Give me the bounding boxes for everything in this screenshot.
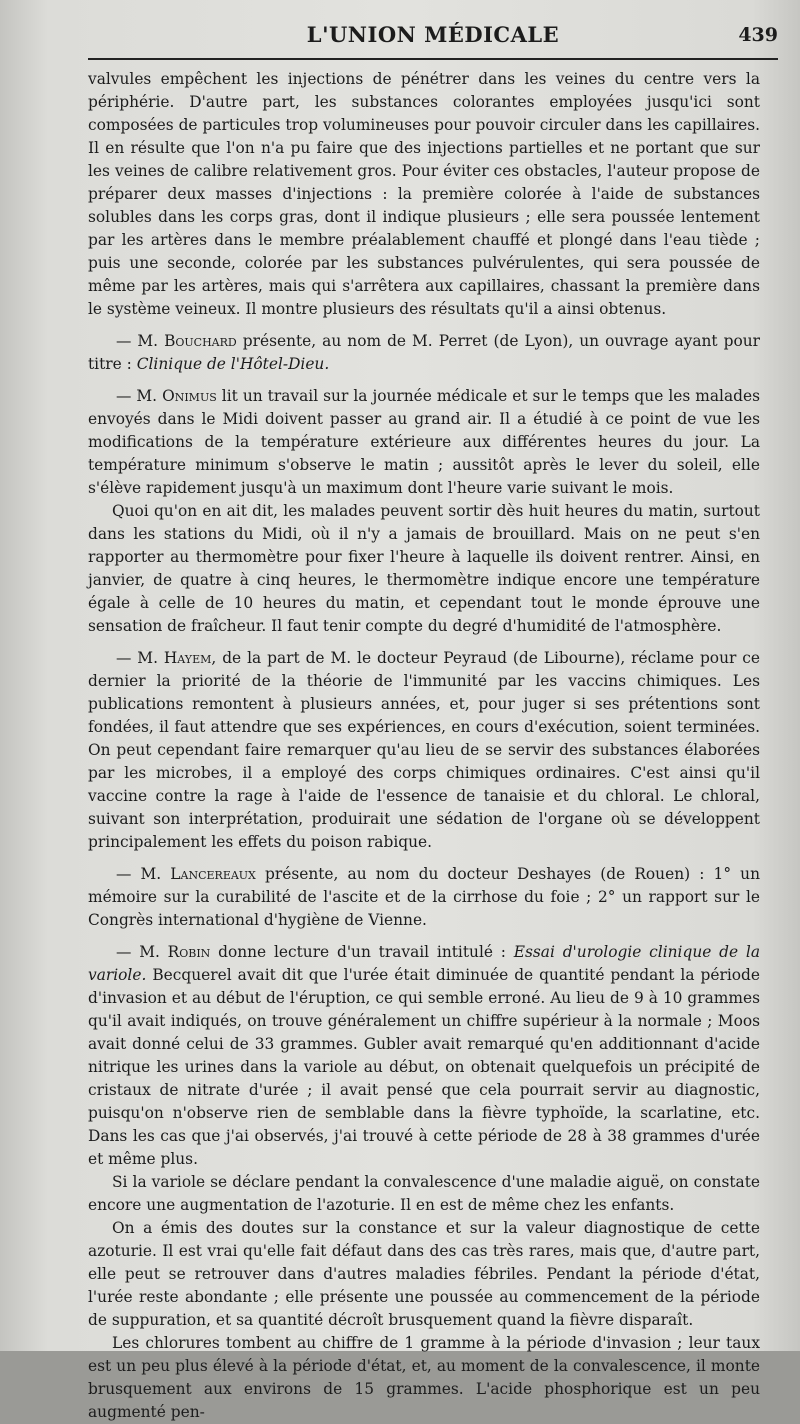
entry-lead: — M. [116,943,168,961]
paragraph-text: valvules empêchent les injections de pénétrer dans les veines du centre vers la périphérie. D'autre part, les substances colorantes employées jusqu'ici sont composées de particules trop volumineuses pour pouvoir circuler dans les capillaires. Il en résulte que l'on n'a pu faire que des injections partielles et ne portant que sur les veines de calibre relativement gros. Pour éviter ces obstacles, l'auteur propose de préparer deux masses d'injections : la première colorée à l'aide de substances solubles dans les corps gras, dont il indique plusieurs ; elle sera poussée lentement par les artères dans le membre préalablement chauffé et plongé dans l'eau tiède ; puis une seconde, colorée par les substances pulvérulentes, qui sera poussée de même par les artères, mais qui s'arrêtera aux capillaires, chassant la première dans le système veineux. Il montre plusieurs des résultats qu'il a ainsi obtenus. [88,70,760,318]
entry-bouchard [88,330,760,376]
paragraph-text: Quoi qu'on en ait dit, les malades peuvent sortir dès huit heures du matin, surtout dans les stations du Midi, où il n'y a jamais de brouillard. Mais on ne peut s'en rapporter au thermomètre pour fixer l'heure à laquelle ils doivent rentrer. Ainsi, en janvier, de quatre à cinq heures, le thermomètre indique encore une température égale à celle de 10 heures du matin, et cependant tout le monde éprouve une sensation de fraîcheur. Il faut tenir compte du degré d'humidité de l'atmosphère. [88,502,760,635]
paragraph-text: présente, au nom du docteur Deshayes (de Rouen) : 1° un mémoire sur la curabilité de l'ascite et de la cirrhose du foie ; 2° un rapport sur le Congrès international d'hygiène de Vienne. [88,865,760,929]
entry-lead: — M. [116,387,163,405]
paragraph-tail: Becquerel avait dit que l'urée était diminuée de quantité pendant la période d'invasion et au début de l'éruption, ce qui semble erroné. Au lieu de 9 à 10 grammes qu'il avait indiqués, on trouve généralement un chiffre supérieur à la normale ; Moos avait donné celui de 33 grammes. Gubler avait remarqué qu'en additionnant d'acide nitrique les urines dans la variole au début, on obtenait quelquefois un précipité de cristaux de nitrate d'urée ; il avait pensé que cela pourrait servir au diagnostic, puisqu'on n'observe rien de semblable dans la fièvre typhoïde, la scarlatine, etc. Dans les cas que j'ai observés, j'ai trouvé à cette période de 28 à 38 grammes d'urée et même plus. [88,966,760,1168]
paragraph-text: lit un travail sur la journée médicale et sur le temps que les malades envoyés dans le Midi doivent passer au grand air. Il a étudié à ce point de vue les modifications de la température extérieure aux différentes heures du jour. La température minimum s'observe le matin ; aussitôt après le lever du soleil, elle s'élève rapidement jusqu'à un maximum dont l'heure varie suivant le mois. [88,387,760,497]
paragraph-azoturie [88,1217,760,1332]
running-title: L'UNION MÉDICALE [306,22,560,47]
work-title: Clinique de l'Hôtel-Dieu. [136,355,330,373]
work-title: Essai d'urologie clinique de la variole. [88,943,761,984]
page-number: 439 [738,24,778,46]
paragraph-text: présente, au nom de M. Perret (de Lyon), un ouvrage ayant pour titre : [88,332,760,373]
speaker-name: Onimus [162,387,217,405]
entry-lancereaux [88,863,760,932]
paragraph-text: , de la part de M. le docteur Peyraud (de Libourne), réclame pour ce dernier la priorité de la théorie de l'immunité par les vaccins chimiques. Les publications remontent à plusieurs années, et, pour juger si ses prétentions sont fondées, il faut attendre que ses expériences, en cours d'exécution, soient terminées. On peut cependant faire remarquer qu'au lieu de se servir des substances élaborées par les microbes, il a employé des corps chimiques ordinaires. C'est ainsi qu'il vaccine contre la rage à l'aide de l'essence de tanaisie et du chloral. Le chloral, suivant son interprétation, produirait une sédation de l'organe où se développent principalement les effets du poison rabique. [88,649,760,851]
header-rule [88,58,778,60]
paragraph-text: Les chlorures tombent au chiffre de 1 gramme à la période d'invasion ; leur taux est un peu plus élevé à la période d'état, et, au moment de la convalescence, il monte brusquement aux environs de 15 grammes. L'acide phosphorique est un peu augmenté pen- [88,1334,760,1421]
paragraph-text: Si la variole se déclare pendant la convalescence d'une maladie aiguë, on constate encore une augmentation de l'azoturie. Il en est de même chez les enfants. [88,1173,760,1214]
speaker-name: Lancereaux [170,865,256,883]
entry-onimus [88,385,760,500]
paragraph-text: donne lecture d'un travail intitulé : [210,943,514,961]
paragraph-text: On a émis des doutes sur la constance et sur la valeur diagnostique de cette azoturie. Il est vrai qu'elle fait défaut dans des cas très rares, mais que, d'autre part, elle peut se retrouver dans d'autres maladies fébriles. Pendant la période d'état, l'urée reste abondante ; elle présente une poussée au commencement de la période de suppuration, et sa quantité décroît brusquement quand la fièvre disparaît. [88,1219,760,1329]
body-text [88,68,760,1424]
paragraph-chlorures [88,1332,760,1424]
page-header [88,18,778,52]
speaker-name: Hayem [163,649,212,667]
entry-lead: — M. [116,865,171,883]
entry-hayem [88,647,760,854]
paragraph-variole [88,1171,760,1217]
entry-lead: — M. [116,649,164,667]
entry-lead: — M. [116,332,165,350]
paragraph-malades [88,500,760,638]
paragraph-injections [88,68,760,321]
entry-robin [88,941,760,1171]
speaker-name: Bouchard [164,332,237,350]
speaker-name: Robin [167,943,211,961]
